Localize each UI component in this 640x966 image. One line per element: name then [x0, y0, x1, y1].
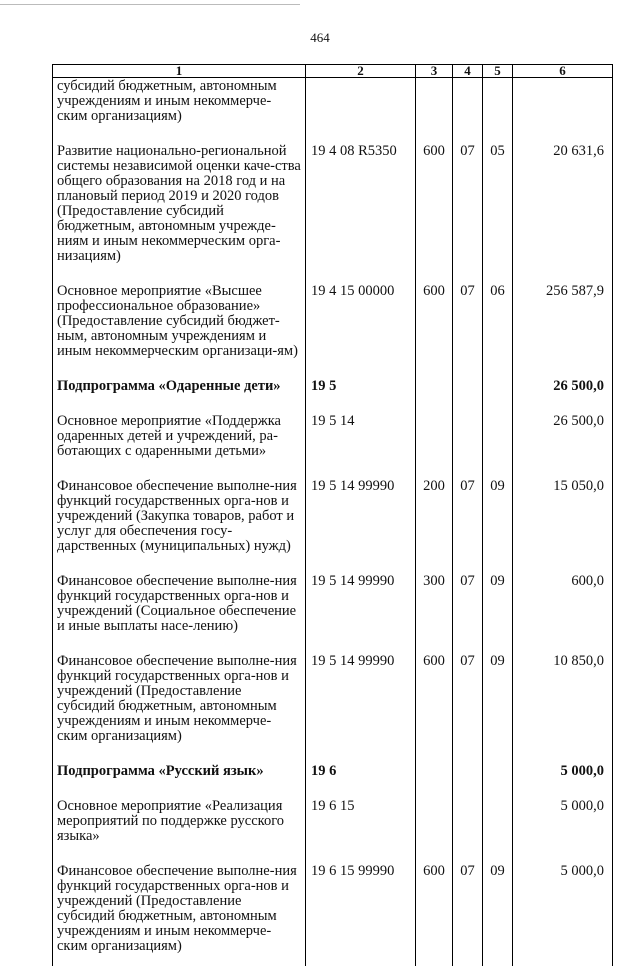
- table-row: [53, 864, 613, 966]
- row-expense-type: [416, 379, 453, 414]
- row-section: [453, 379, 483, 414]
- row-subsection: 06: [483, 284, 513, 379]
- row-name: Подпрограмма «Русский язык»: [53, 764, 306, 799]
- page-number: 464: [0, 30, 640, 46]
- row-expense-type: [416, 764, 453, 799]
- row-subsection: 09: [483, 574, 513, 654]
- row-code: 19 4 08 R5350: [306, 144, 416, 284]
- row-amount: 5 000,0: [513, 764, 613, 799]
- row-name: Основное мероприятие «Высшее профессиональное образование» (Предоставление субсидий бюджет-ным, автономным учреждениям и иным некоммерческим организаци-ям): [53, 284, 306, 379]
- row-amount: 5 000,0: [513, 799, 613, 864]
- row-section: 07: [453, 864, 483, 966]
- table-row: [53, 379, 613, 414]
- row-expense-type: 600: [416, 284, 453, 379]
- row-name: Основное мероприятие «Реализация мероприятий по поддержке русского языка»: [53, 799, 306, 864]
- table-row: [53, 284, 613, 379]
- row-name: Финансовое обеспечение выполне-ния функций государственных орга-нов и учреждений (Предоставление субсидий бюджетным, автономным учреждениям и иным некоммерче-ским организациям): [53, 654, 306, 764]
- row-expense-type: 600: [416, 864, 453, 966]
- table-body: [53, 78, 613, 966]
- row-subsection: [483, 78, 513, 145]
- row-subsection: [483, 764, 513, 799]
- row-section: [453, 414, 483, 479]
- row-name: Финансовое обеспечение выполне-ния функций государственных орга-нов и учреждений (Закупка товаров, работ и услуг для обеспечения госу-дарственных (муниципальных) нужд): [53, 479, 306, 574]
- row-expense-type: [416, 799, 453, 864]
- row-subsection: 09: [483, 654, 513, 764]
- row-code: 19 5: [306, 379, 416, 414]
- col-header-4: 4: [453, 65, 483, 78]
- row-section: 07: [453, 144, 483, 284]
- row-subsection: 09: [483, 479, 513, 574]
- row-amount: 600,0: [513, 574, 613, 654]
- row-amount: 5 000,0: [513, 864, 613, 966]
- row-amount: 26 500,0: [513, 379, 613, 414]
- table-row: [53, 144, 613, 284]
- row-expense-type: 200: [416, 479, 453, 574]
- row-section: [453, 764, 483, 799]
- row-subsection: [483, 799, 513, 864]
- row-name: Финансовое обеспечение выполне-ния функций государственных орга-нов и учреждений (Социальное обеспечение и иные выплаты насе-лению): [53, 574, 306, 654]
- row-expense-type: 600: [416, 654, 453, 764]
- row-section: 07: [453, 479, 483, 574]
- row-amount: 15 050,0: [513, 479, 613, 574]
- row-subsection: [483, 414, 513, 479]
- budget-table: [52, 64, 613, 966]
- header-row: [53, 65, 613, 78]
- col-header-3: 3: [416, 65, 453, 78]
- table-row: [53, 78, 613, 145]
- row-code: 19 5 14 99990: [306, 479, 416, 574]
- row-code: 19 5 14 99990: [306, 654, 416, 764]
- col-header-6: 6: [513, 65, 613, 78]
- row-subsection: 09: [483, 864, 513, 966]
- row-section: 07: [453, 574, 483, 654]
- row-name: субсидий бюджетным, автономным учреждениям и иным некоммерче-ским организациям): [53, 78, 306, 145]
- row-amount: 10 850,0: [513, 654, 613, 764]
- row-subsection: 05: [483, 144, 513, 284]
- row-code: 19 6: [306, 764, 416, 799]
- top-rule: [0, 4, 300, 5]
- row-expense-type: 600: [416, 144, 453, 284]
- row-section: [453, 799, 483, 864]
- col-header-2: 2: [306, 65, 416, 78]
- table-row: [53, 414, 613, 479]
- row-subsection: [483, 379, 513, 414]
- row-expense-type: [416, 78, 453, 145]
- col-header-1: 1: [53, 65, 306, 78]
- row-name: Финансовое обеспечение выполне-ния функций государственных орга-нов и учреждений (Предоставление субсидий бюджетным, автономным учреждениям и иным некоммерче-ским организациям): [53, 864, 306, 966]
- table-row: [53, 654, 613, 764]
- table-row: [53, 479, 613, 574]
- row-code: 19 4 15 00000: [306, 284, 416, 379]
- table-row: [53, 574, 613, 654]
- row-name: Подпрограмма «Одаренные дети»: [53, 379, 306, 414]
- row-amount: 256 587,9: [513, 284, 613, 379]
- row-code: [306, 78, 416, 145]
- row-code: 19 5 14 99990: [306, 574, 416, 654]
- row-section: 07: [453, 284, 483, 379]
- row-code: 19 6 15: [306, 799, 416, 864]
- row-code: 19 6 15 99990: [306, 864, 416, 966]
- row-amount: 20 631,6: [513, 144, 613, 284]
- col-header-5: 5: [483, 65, 513, 78]
- row-section: 07: [453, 654, 483, 764]
- row-amount: 26 500,0: [513, 414, 613, 479]
- row-name: Развитие национально-региональной системы независимой оценки каче-ства общего образования на 2018 год и на плановый период 2019 и 2020 годов (Предоставление субсидий бюджетным, автономным учрежде-ниям и иным некоммерческим орга-низациям): [53, 144, 306, 284]
- table-row: [53, 799, 613, 864]
- row-section: [453, 78, 483, 145]
- row-amount: [513, 78, 613, 145]
- row-expense-type: [416, 414, 453, 479]
- table-row: [53, 764, 613, 799]
- row-expense-type: 300: [416, 574, 453, 654]
- row-code: 19 5 14: [306, 414, 416, 479]
- row-name: Основное мероприятие «Поддержка одаренных детей и учреждений, ра-ботающих с одаренными детьми»: [53, 414, 306, 479]
